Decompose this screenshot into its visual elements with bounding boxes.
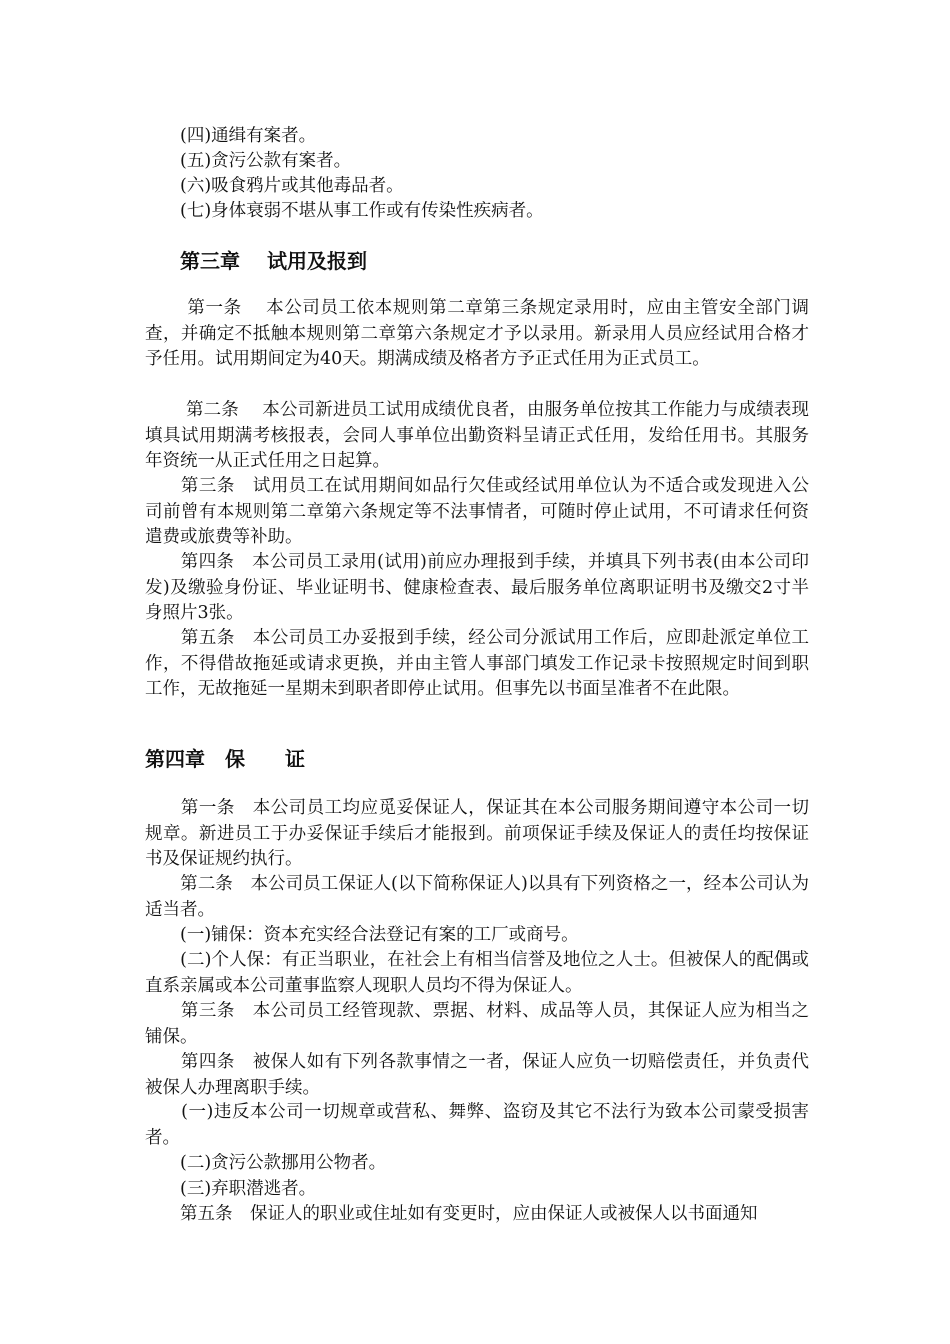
chapter-4-article-1: 第一条 本公司员工均应觅妥保证人，保证其在本公司服务期间遵守本公司一切规章。新进员工于办妥保证手续后才能报到。前项保证手续及保证人的责任均按保证书及保证规约执行。 (145, 798, 809, 869)
chapter-4-heading: 第四章 保 证 (145, 747, 305, 771)
chapter-3-article-5: 第五条 本公司员工办妥报到手续，经公司分派试用工作后，应即赴派定单位工作，不得借故拖延或请求更换，并由主管人事部门填发工作记录卡按照规定时间到职工作，无故拖延一星期未到职者即停止试用。但事先以书面呈准者不在此限。 (145, 628, 809, 699)
chapter-4-item-5: (三)弃职潜逃者。 (145, 1179, 317, 1199)
chapter-4-item-4: (二)贪污公款挪用公物者。 (145, 1153, 387, 1173)
list-item: (七)身体衰弱不堪从事工作或有传染性疾病者。 (180, 201, 544, 221)
list-item: (六)吸食鸦片或其他毒品者。 (180, 176, 404, 196)
chapter-4-item-1: (一)铺保：资本充实经合法登记有案的工厂或商号。 (145, 925, 579, 945)
chapter-3-article-1: 第一条 本公司员工依本规则第二章第三条规定录用时，应由主管安全部门调查，并确定不抵触本规则第二章第六条规定才予以录用。新录用人员应经试用合格才予任用。试用期间定为40天。期满成绩及格者方予正式任用为正式员工。 (145, 298, 809, 369)
chapter-3-article-4: 第四条 本公司员工录用(试用)前应办理报到手续，并填具下列书表(由本公司印发)及缴验身份证、毕业证明书、健康检查表、最后服务单位离职证明书及缴交2寸半身照片3张。 (145, 552, 809, 623)
chapter-3-heading: 第三章 试用及报到 (180, 249, 367, 273)
chapter-3-article-2: 第二条 本公司新进员工试用成绩优良者，由服务单位按其工作能力与成绩表现填具试用期满考核报表，会同人事单位出勤资料呈请正式任用，发给任用书。其服务年资统一从正式任用之日起算。 (145, 400, 809, 471)
chapter-4-item-3: (一)违反本公司一切规章或营私、舞弊、盗窃及其它不法行为致本公司蒙受损害者。 (145, 1102, 809, 1148)
chapter-4-item-2: (二)个人保：有正当职业，在社会上有相当信誉及地位之人士。但被保人的配偶或直系亲属或本公司董事监察人现职人员均不得为保证人。 (145, 950, 809, 996)
list-item: (五)贪污公款有案者。 (180, 151, 352, 171)
chapter-4-article-5: 第五条 保证人的职业或住址如有变更时，应由保证人或被保人以书面通知 (145, 1204, 758, 1224)
chapter-3-article-3: 第三条 试用员工在试用期间如品行欠佳或经试用单位认为不适合或发现进入公司前曾有本规则第二章第六条规定等不法事情者，可随时停止试用，不可请求任何资遣费或旅费等补助。 (145, 476, 809, 547)
chapter-4-article-4: 第四条 被保人如有下列各款事情之一者，保证人应负一切赔偿责任，并负责代被保人办理离职手续。 (145, 1052, 809, 1098)
list-item: (四)通缉有案者。 (180, 126, 317, 146)
chapter-4-article-3: 第三条 本公司员工经管现款、票据、材料、成品等人员，其保证人应为相当之铺保。 (145, 1001, 809, 1047)
chapter-4-article-2: 第二条 本公司员工保证人(以下简称保证人)以具有下列资格之一，经本公司认为适当者。 (145, 874, 809, 920)
